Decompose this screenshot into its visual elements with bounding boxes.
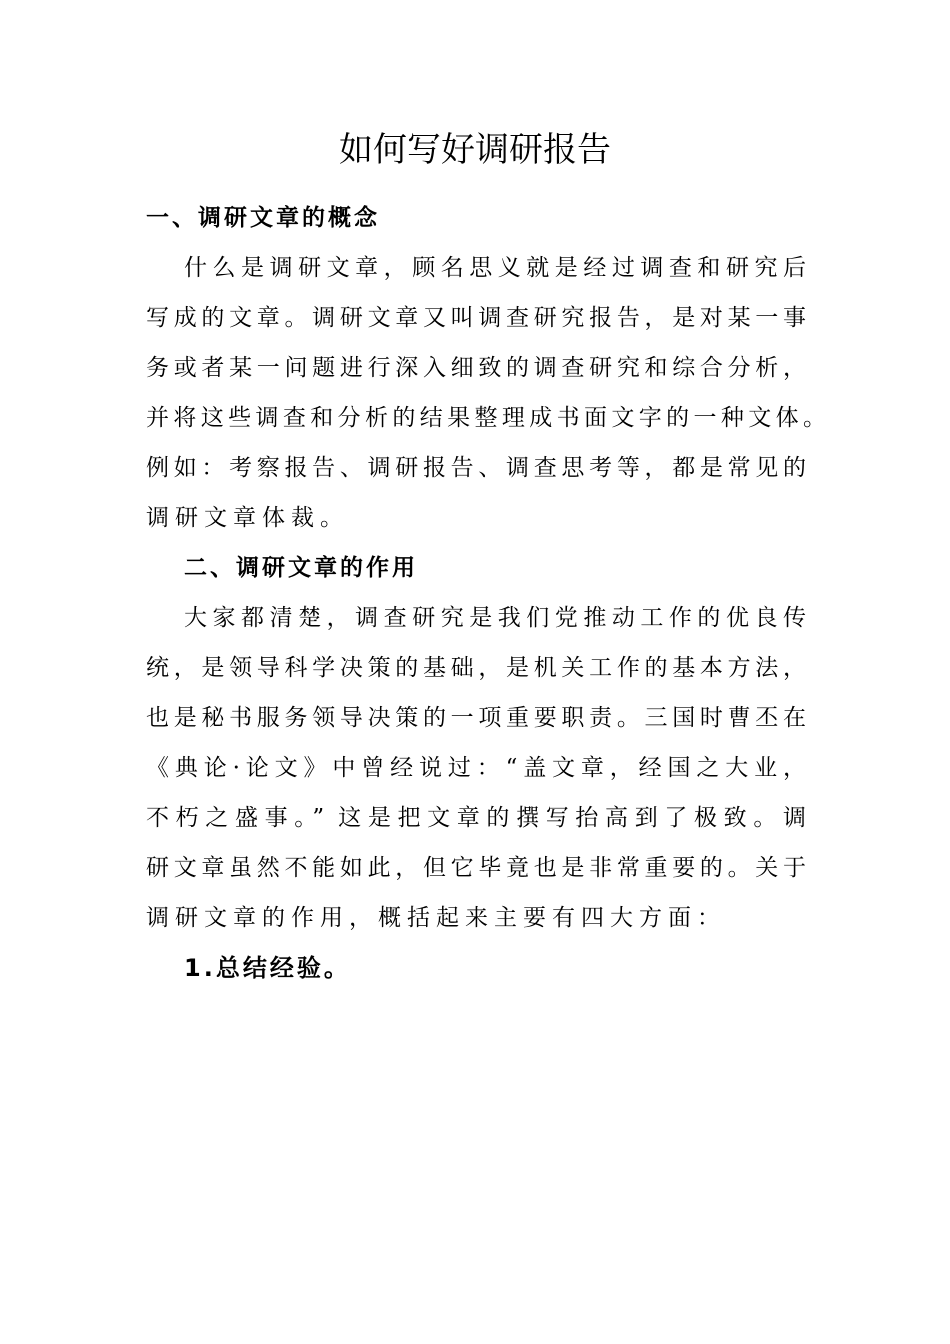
paragraph-line: 务或者某一问题进行深入细致的调查研究和综合分析， <box>146 355 806 381</box>
paragraph-line: 调研文章体裁。 <box>146 505 349 531</box>
section-heading-concept: 一、调研文章的概念 <box>146 205 380 231</box>
subheading-summarize-experience: 1.总结经验。 <box>184 954 351 982</box>
document-title: 如何写好调研报告 <box>339 130 611 170</box>
paragraph-line: 调研文章的作用，概括起来主要有四大方面： <box>146 905 726 931</box>
paragraph-line: 也是秘书服务领导决策的一项重要职责。三国时曹丕在 <box>146 705 806 731</box>
section-heading-function: 二、调研文章的作用 <box>184 555 418 581</box>
paragraph-line: 并将这些调查和分析的结果整理成书面文字的一种文体。 <box>146 405 826 431</box>
paragraph-line: 写成的文章。调研文章又叫调查研究报告，是对某一事 <box>146 305 806 331</box>
paragraph-line: 什么是调研文章，顾名思义就是经过调查和研究后 <box>184 255 806 281</box>
paragraph-line: 例如：考察报告、调研报告、调查思考等，都是常见的 <box>146 455 806 481</box>
paragraph-line: 大家都清楚，调查研究是我们党推动工作的优良传 <box>184 605 806 631</box>
paragraph-line: 《典论·论文》中曾经说过：“盖文章，经国之大业， <box>146 755 806 781</box>
paragraph-line: 研文章虽然不能如此，但它毕竟也是非常重要的。关于 <box>146 855 806 881</box>
paragraph-line: 不朽之盛事。” 这是把文章的撰写抬高到了极致。调 <box>146 805 806 831</box>
paragraph-line: 统，是领导科学决策的基础，是机关工作的基本方法， <box>146 655 806 681</box>
